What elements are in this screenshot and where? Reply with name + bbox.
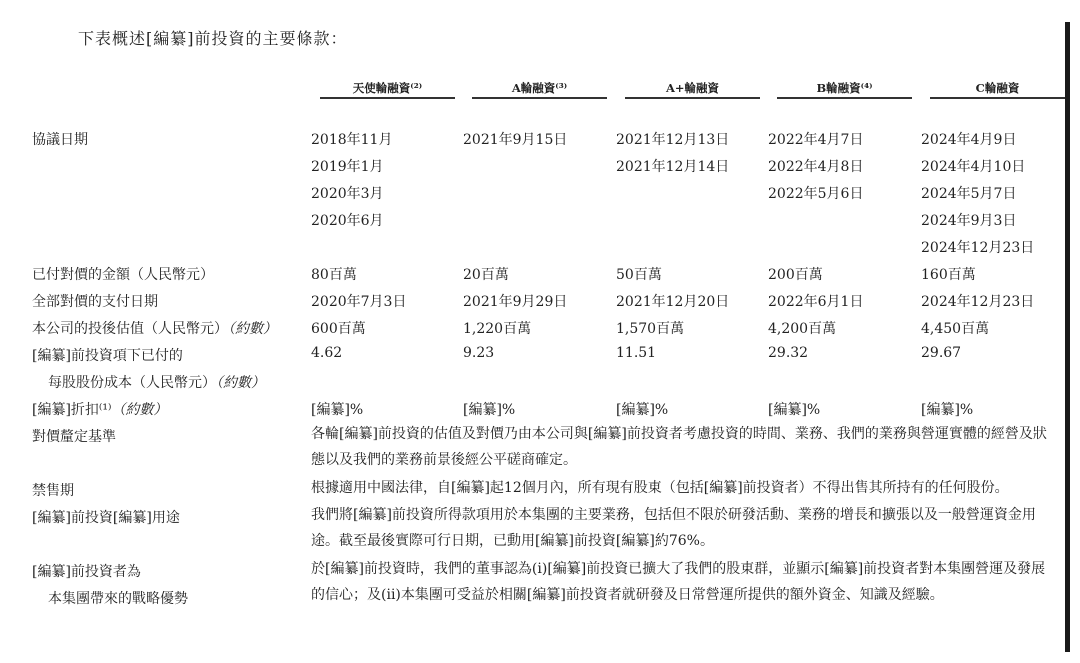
basis-line-2: 態以及我們的業務前景後經公平磋商確定。 [311,452,577,468]
cell-amount-paid: 160百萬 [921,267,976,283]
col-header-angel: 天使輪融資⁽²⁾ [352,81,423,95]
label-approx: （約數） [111,402,168,418]
cell-agreement-date: 2024年5月7日 [921,186,1017,202]
row-label-use-of-proceeds: [編纂]前投資[編纂]用途 [32,510,180,526]
cell-discount: [編纂]% [311,402,364,418]
col-header-c: C輪融資 [975,81,1020,95]
cell-cost-per-share: 29.32 [768,345,809,361]
cell-valuation: 4,200百萬 [768,321,837,337]
cell-agreement-date: 2024年4月10日 [921,159,1026,175]
cell-cost-per-share: 9.23 [463,345,495,361]
cell-agreement-date: 2021年12月14日 [616,159,730,175]
cell-cost-per-share: 4.62 [311,345,343,361]
row-label-cost-per-share-2 [48,372,265,392]
cell-agreement-date: 2024年4月9日 [921,132,1017,148]
label-approx: （約數） [228,321,277,337]
cell-agreement-date: 2022年5月6日 [768,186,864,202]
col-rule [930,97,1065,99]
cell-valuation: 1,570百萬 [616,321,685,337]
cell-valuation: 1,220百萬 [463,321,532,337]
use-of-proceeds-text [311,502,1066,554]
label-approx: （約數） [216,375,265,391]
cell-agreement-date: 2018年11月 [311,132,393,148]
cell-amount-paid: 50百萬 [616,267,662,283]
row-label-payment-date: 全部對價的支付日期 [32,294,158,310]
cell-agreement-date: 2022年4月8日 [768,159,864,175]
col-rule [320,97,455,99]
use-of-proceeds-line-2: 途。截至最後實際可行日期，已動用[編纂]前投資[編纂]約76%。 [311,533,714,549]
intro-text: 下表概述[編纂]前投資的主要條款： [78,29,348,48]
cell-payment-date: 2022年6月1日 [768,294,864,310]
cell-payment-date: 2020年7月3日 [311,294,407,310]
strategic-line-1: 於[編纂]前投資時，我們的董事認為(i)[編纂]前投資已擴大了我們的股東群，並顯示[編纂]前投資者對本集團營運及發展 [311,561,1046,577]
cell-agreement-date: 2019年1月 [311,159,384,175]
cell-agreement-date: 2021年9月15日 [463,132,568,148]
col-header-b: B輪融資⁽⁴⁾ [816,81,873,95]
lockup-line-1: 根據適用中國法律，自[編纂]起12個月內，所有現有股東（包括[編纂]前投資者）不得出售其所持有的任何股份。 [311,480,1009,496]
cell-agreement-date: 2020年6月 [311,213,384,229]
cell-cost-per-share: 11.51 [616,345,657,361]
basis-text [311,421,1066,473]
row-label-lockup: 禁售期 [32,483,74,499]
cell-discount: [編纂]% [921,402,974,418]
cell-agreement-date: 2022年4月7日 [768,132,864,148]
col-header-a: A輪融資⁽³⁾ [511,81,568,95]
lockup-text [311,475,1066,501]
basis-line-1: 各輪[編纂]前投資的估值及對價乃由本公司與[編纂]前投資者考慮投資的時間、業務、我們的業務與營運實體的經營及狀 [311,426,1047,442]
cell-payment-date: 2024年12月23日 [921,294,1035,310]
cell-discount: [編纂]% [616,402,669,418]
row-label-strategic: [編纂]前投資者為 [32,564,141,580]
cell-discount: [編纂]% [463,402,516,418]
row-label-basis: 對價釐定基準 [32,429,116,445]
cell-agreement-date: 2024年9月3日 [921,213,1017,229]
page-edge-bar [1065,22,1070,652]
col-rule [472,97,607,99]
use-of-proceeds-line-1: 我們將[編纂]前投資所得款項用於本集團的主要業務，包括但不限於研發活動、業務的增長和擴張以及一般營運資金用 [311,507,1036,523]
label-text: [編纂]折扣⁽¹⁾ [32,402,112,418]
row-label-cost-per-share: [編纂]前投資項下已付的 [32,348,183,364]
cell-agreement-date: 2020年3月 [311,186,384,202]
col-rule [777,97,912,99]
label-text: 本公司的投後估值（人民幣元） [32,321,228,337]
row-label-amount-paid: 已付對價的金額（人民幣元） [32,267,214,283]
row-label-discount [32,399,167,419]
col-rule [625,97,760,99]
cell-cost-per-share: 29.67 [921,345,962,361]
strategic-line-2: 的信心；及(ii)本集團可受益於相關[編纂]前投資者就研發及日常營運所提供的額外資金、知識及經驗。 [311,587,944,603]
cell-payment-date: 2021年9月29日 [463,294,568,310]
cell-discount: [編纂]% [768,402,821,418]
cell-valuation: 600百萬 [311,321,366,337]
col-header-a-plus: A+輪融資 [665,81,720,95]
cell-amount-paid: 20百萬 [463,267,509,283]
cell-agreement-date: 2024年12月23日 [921,240,1035,256]
cell-amount-paid: 80百萬 [311,267,357,283]
strategic-text [311,556,1066,608]
cell-payment-date: 2021年12月20日 [616,294,730,310]
cell-amount-paid: 200百萬 [768,267,823,283]
row-label-agreement-date: 協議日期 [32,132,88,148]
label-text: 每股股份成本（人民幣元） [48,375,216,391]
row-label-strategic-2: 本集團帶來的戰略優勢 [48,591,188,607]
row-label-valuation [32,318,277,338]
cell-agreement-date: 2021年12月13日 [616,132,730,148]
cell-valuation: 4,450百萬 [921,321,990,337]
